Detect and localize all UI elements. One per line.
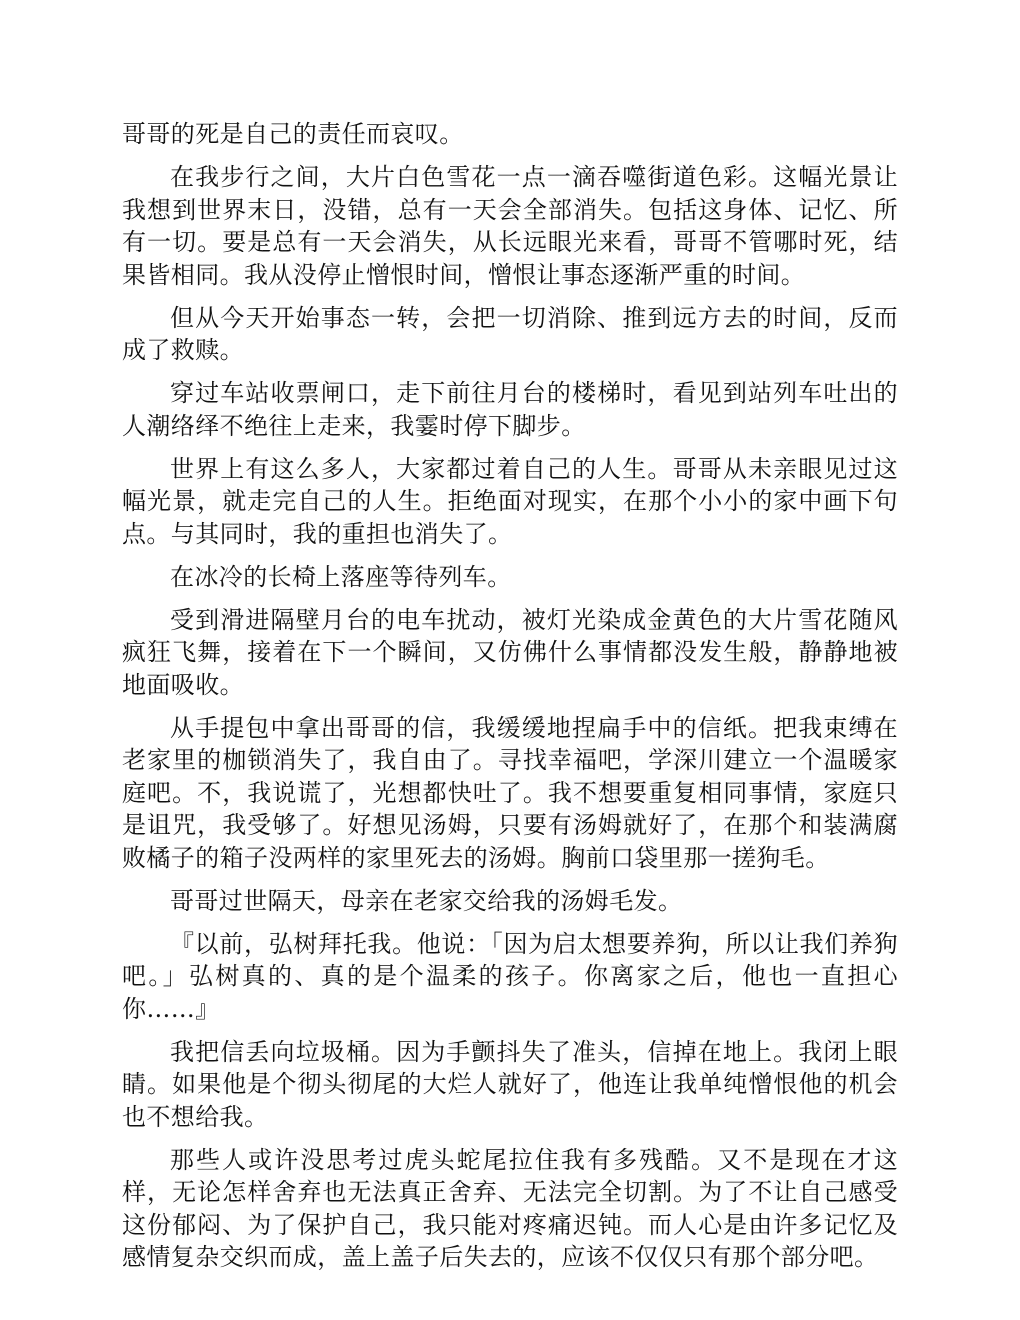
paragraph: 从手提包中拿出哥哥的信，我缓缓地捏扁手中的信纸。把我束缚在老家里的枷锁消失了，我自由了。寻找幸福吧，学深川建立一个温暖家庭吧。不，我说谎了，光想都快吐了。我不想要重复相同事情，家庭只是诅咒，我受够了。好想见汤姆，只要有汤姆就好了，在那个和装满腐败橘子的箱子没两样的家里死去的汤姆。胸前口袋里那一搓狗毛。 — [122, 713, 898, 872]
paragraph: 在冰冷的长椅上落座等待列车。 — [170, 562, 512, 591]
paragraph: 哥哥过世隔天，母亲在老家交给我的汤姆毛发。 — [170, 886, 683, 915]
paragraph: 在我步行之间，大片白色雪花一点一滴吞噬街道色彩。这幅光景让我想到世界末日，没错，总有一天会全部消失。包括这身体、记忆、所有一切。要是总有一天会消失，从长远眼光来看，哥哥不管哪时死，结果皆相同。我从没停止憎恨时间，憎恨让事态逐渐严重的时间。 — [122, 163, 898, 289]
paragraph: 『以前，弘树拜托我。他说：「因为启太想要养狗，所以让我们养狗吧。」弘树真的、真的是个温柔的孩子。你离家之后，他也一直担心你……』 — [122, 929, 898, 1023]
paragraph: 那些人或许没思考过虎头蛇尾拉住我有多残酷。又不是现在才这样，无论怎样舍弃也无法真正舍弃、无法完全切割。为了不让自己感受这份郁闷、为了保护自己，我只能对疼痛迟钝。而人心是由许多记忆及感情复杂交织而成，盖上盖子后失去的，应该不仅仅只有那个部分吧。 — [122, 1145, 898, 1271]
paragraph: 哥哥的死是自己的责任而哀叹。 — [122, 120, 464, 148]
paragraph: 世界上有这么多人，大家都过着自己的人生。哥哥从未亲眼见过这幅光景，就走完自己的人生。拒绝面对现实，在那个小小的家中画下句点。与其同时，我的重担也消失了。 — [122, 454, 898, 548]
paragraph: 我把信丢向垃圾桶。因为手颤抖失了准头，信掉在地上。我闭上眼睛。如果他是个彻头彻尾的大烂人就好了，他连让我单纯憎恨他的机会也不想给我。 — [122, 1037, 898, 1131]
paragraph: 穿过车站收票闸口，走下前往月台的楼梯时，看见到站列车吐出的人潮络绎不绝往上走来，我霎时停下脚步。 — [122, 379, 898, 440]
paragraph: 受到滑进隔壁月台的电车扰动，被灯光染成金黄色的大片雪花随风疯狂飞舞，接着在下一个瞬间，又仿佛什么事情都没发生般，静静地被地面吸收。 — [122, 605, 898, 699]
document-page — [122, 118, 898, 1284]
paragraph: 但从今天开始事态一转，会把一切消除、推到远方去的时间，反而成了救赎。 — [122, 303, 898, 364]
